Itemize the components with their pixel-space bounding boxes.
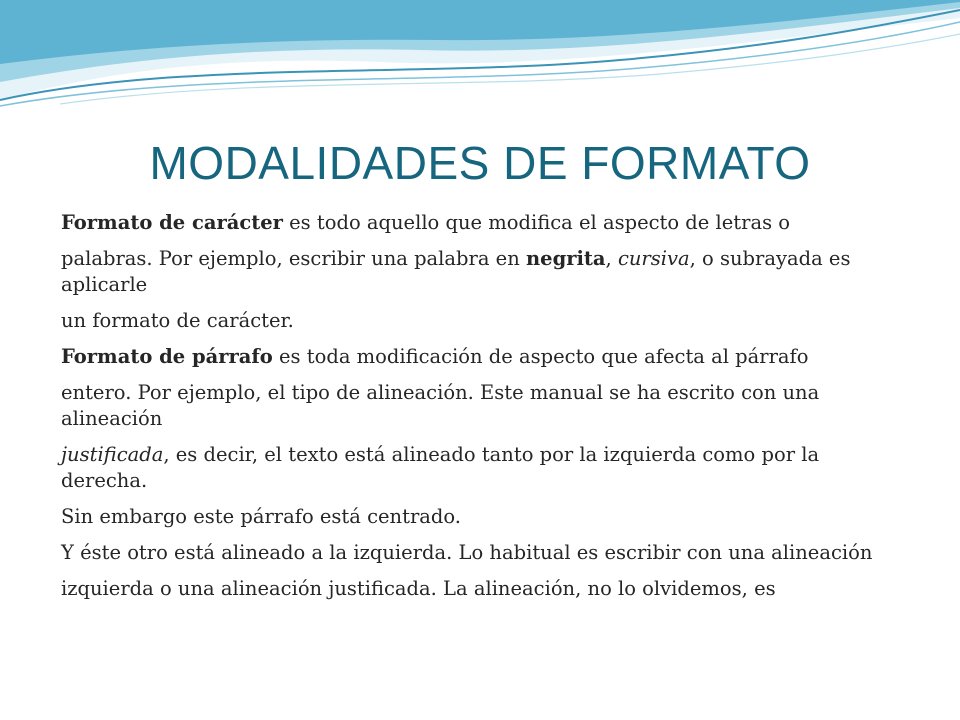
- paragraph-5: entero. Por ejemplo, el tipo de alineación. Este manual se ha escrito con una alineación: [61, 381, 820, 430]
- paragraph-2-post: , o subrayada es aplicarle: [61, 247, 851, 296]
- paragraph-2-pre: palabras. Por ejemplo, escribir una palabra en: [61, 247, 526, 270]
- paragraph-1-text: es todo aquello que modifica el aspecto de letras o: [282, 211, 791, 234]
- slide-title: MODALIDADES DE FORMATO: [149, 137, 811, 189]
- header-wave-decoration: [0, 0, 960, 120]
- bold-term-formato-caracter: Formato de carácter: [61, 211, 283, 234]
- bold-word-negrita: negrita: [525, 247, 606, 270]
- paragraph-1: [61, 210, 911, 236]
- paragraph-6: [61, 442, 911, 494]
- paragraph-2: [61, 246, 911, 298]
- slide-body: [61, 210, 911, 612]
- paragraph-6-text: , es decir, el texto está alineado tanto por la izquierda como por la derecha.: [61, 443, 820, 492]
- paragraph-9: izquierda o una alineación justificada. La alineación, no lo olvidemos, es: [61, 577, 776, 600]
- paragraph-3: un formato de carácter.: [61, 309, 294, 332]
- italic-word-justificada: justificada: [61, 443, 164, 466]
- paragraph-7: Sin embargo este párrafo está centrado.: [61, 505, 461, 528]
- paragraph-8: Y éste otro está alineado a la izquierda. Lo habitual es escribir con una alineación: [61, 541, 873, 564]
- bold-term-formato-parrafo: Formato de párrafo: [61, 345, 273, 368]
- paragraph-2-sep: ,: [605, 247, 618, 270]
- italic-word-cursiva: cursiva: [617, 247, 690, 270]
- paragraph-4-text: es toda modificación de aspecto que afecta al párrafo: [272, 345, 809, 368]
- paragraph-4: [61, 344, 911, 370]
